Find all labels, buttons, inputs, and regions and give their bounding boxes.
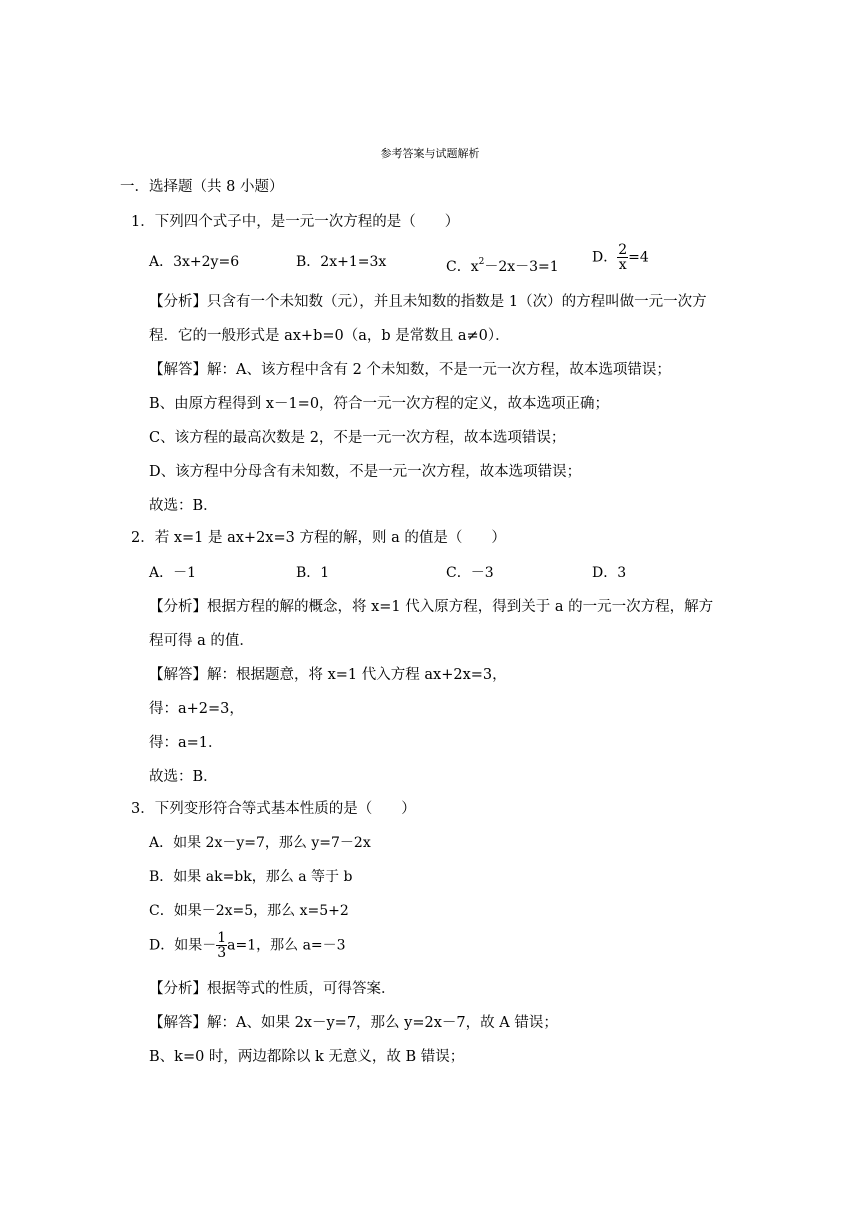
q3-option-d-fraction [216,931,227,960]
q3-option-d-denominator: 3 [217,945,227,961]
q2-option-c: C．－3 [446,565,494,581]
q1-answer-line1: 【解答】解：A、该方程中含有 2 个未知数，不是一元一次方程，故本选项错误； [149,362,671,378]
q2-analysis-line1: 【分析】根据方程的解的概念，将 x=1 代入原方程，得到关于 a 的一元一次方程，解方 [149,599,714,615]
q3-option-d [149,931,346,960]
q2-option-b: B．1 [296,565,330,581]
q1-option-c-exponent: 2 [478,257,485,267]
q2-answer-line3: 得：a=1． [149,735,223,751]
section-heading: 一．选择题（共 8 小题） [120,179,284,195]
q1-option-b: B．2x+1=3x [296,254,387,270]
q2-option-a: A．－1 [149,565,197,581]
q3-stem: 3．下列变形符合等式基本性质的是（ ） [131,801,416,817]
q3-option-d-post: a=1，那么 a=－3 [227,937,346,954]
q3-answer-line1: 【解答】解：A、如果 2x－y=7，那么 y=2x－7，故 A 错误； [149,1015,558,1031]
q1-option-d-post: =4 [628,249,649,266]
q1-answer-line3: C、该方程的最高次数是 2，不是一元一次方程，故本选项错误； [149,430,566,446]
q1-option-d-denominator: x [618,257,627,273]
q2-option-d: D．3 [592,565,627,581]
q2-analysis-line2: 程可得 a 的值． [149,633,254,649]
q2-answer-line4: 故选：B． [149,769,218,785]
q3-option-b: B．如果 ak=bk，那么 a 等于 b [149,869,353,885]
q3-option-d-numerator: 1 [217,930,227,946]
page-title: 参考答案与试题解析 [380,147,480,160]
q1-option-c-post: －2x－3=1 [484,259,559,275]
q1-answer-line4: D、该方程中分母含有未知数，不是一元一次方程，故本选项错误； [149,464,582,480]
q1-option-c [446,252,559,277]
q1-stem: 1．下列四个式子中，是一元一次方程的是（ ） [131,214,460,230]
q3-answer-line2: B、k=0 时，两边都除以 k 无意义，故 B 错误； [149,1049,465,1065]
q1-option-a: A．3x+2y=6 [149,254,240,270]
q2-stem: 2．若 x=1 是 ax+2x=3 方程的解，则 a 的值是（ ） [131,530,506,546]
q3-option-d-pre: D．如果－ [149,937,217,954]
q3-analysis-line1: 【分析】根据等式的性质，可得答案． [149,981,396,997]
q1-answer-line5: 故选：B． [149,498,218,514]
q2-answer-line2: 得：a+2=3， [149,701,244,717]
q1-option-d-pre: D． [592,249,618,266]
q2-answer-line1: 【解答】解：根据题意，将 x=1 代入方程 ax+2x=3， [149,667,507,683]
q1-analysis-line2: 程．它的一般形式是 ax+b=0（a，b 是常数且 a≠0）． [149,328,510,344]
q3-option-a: A．如果 2x－y=7，那么 y=7－2x [149,835,371,851]
q3-option-c: C．如果－2x=5，那么 x=5+2 [149,903,349,919]
q1-analysis-line1: 【分析】只含有一个未知数（元），并且未知数的指数是 1（次）的方程叫做一元一次方 [149,294,707,310]
q1-option-d-numerator: 2 [618,242,628,258]
q1-option-d [592,243,649,272]
q1-option-c-pre: C．x [446,259,479,275]
q1-option-d-fraction [617,243,628,272]
q1-answer-line2: B、由原方程得到 x－1=0，符合一元一次方程的定义，故本选项正确； [149,396,610,412]
